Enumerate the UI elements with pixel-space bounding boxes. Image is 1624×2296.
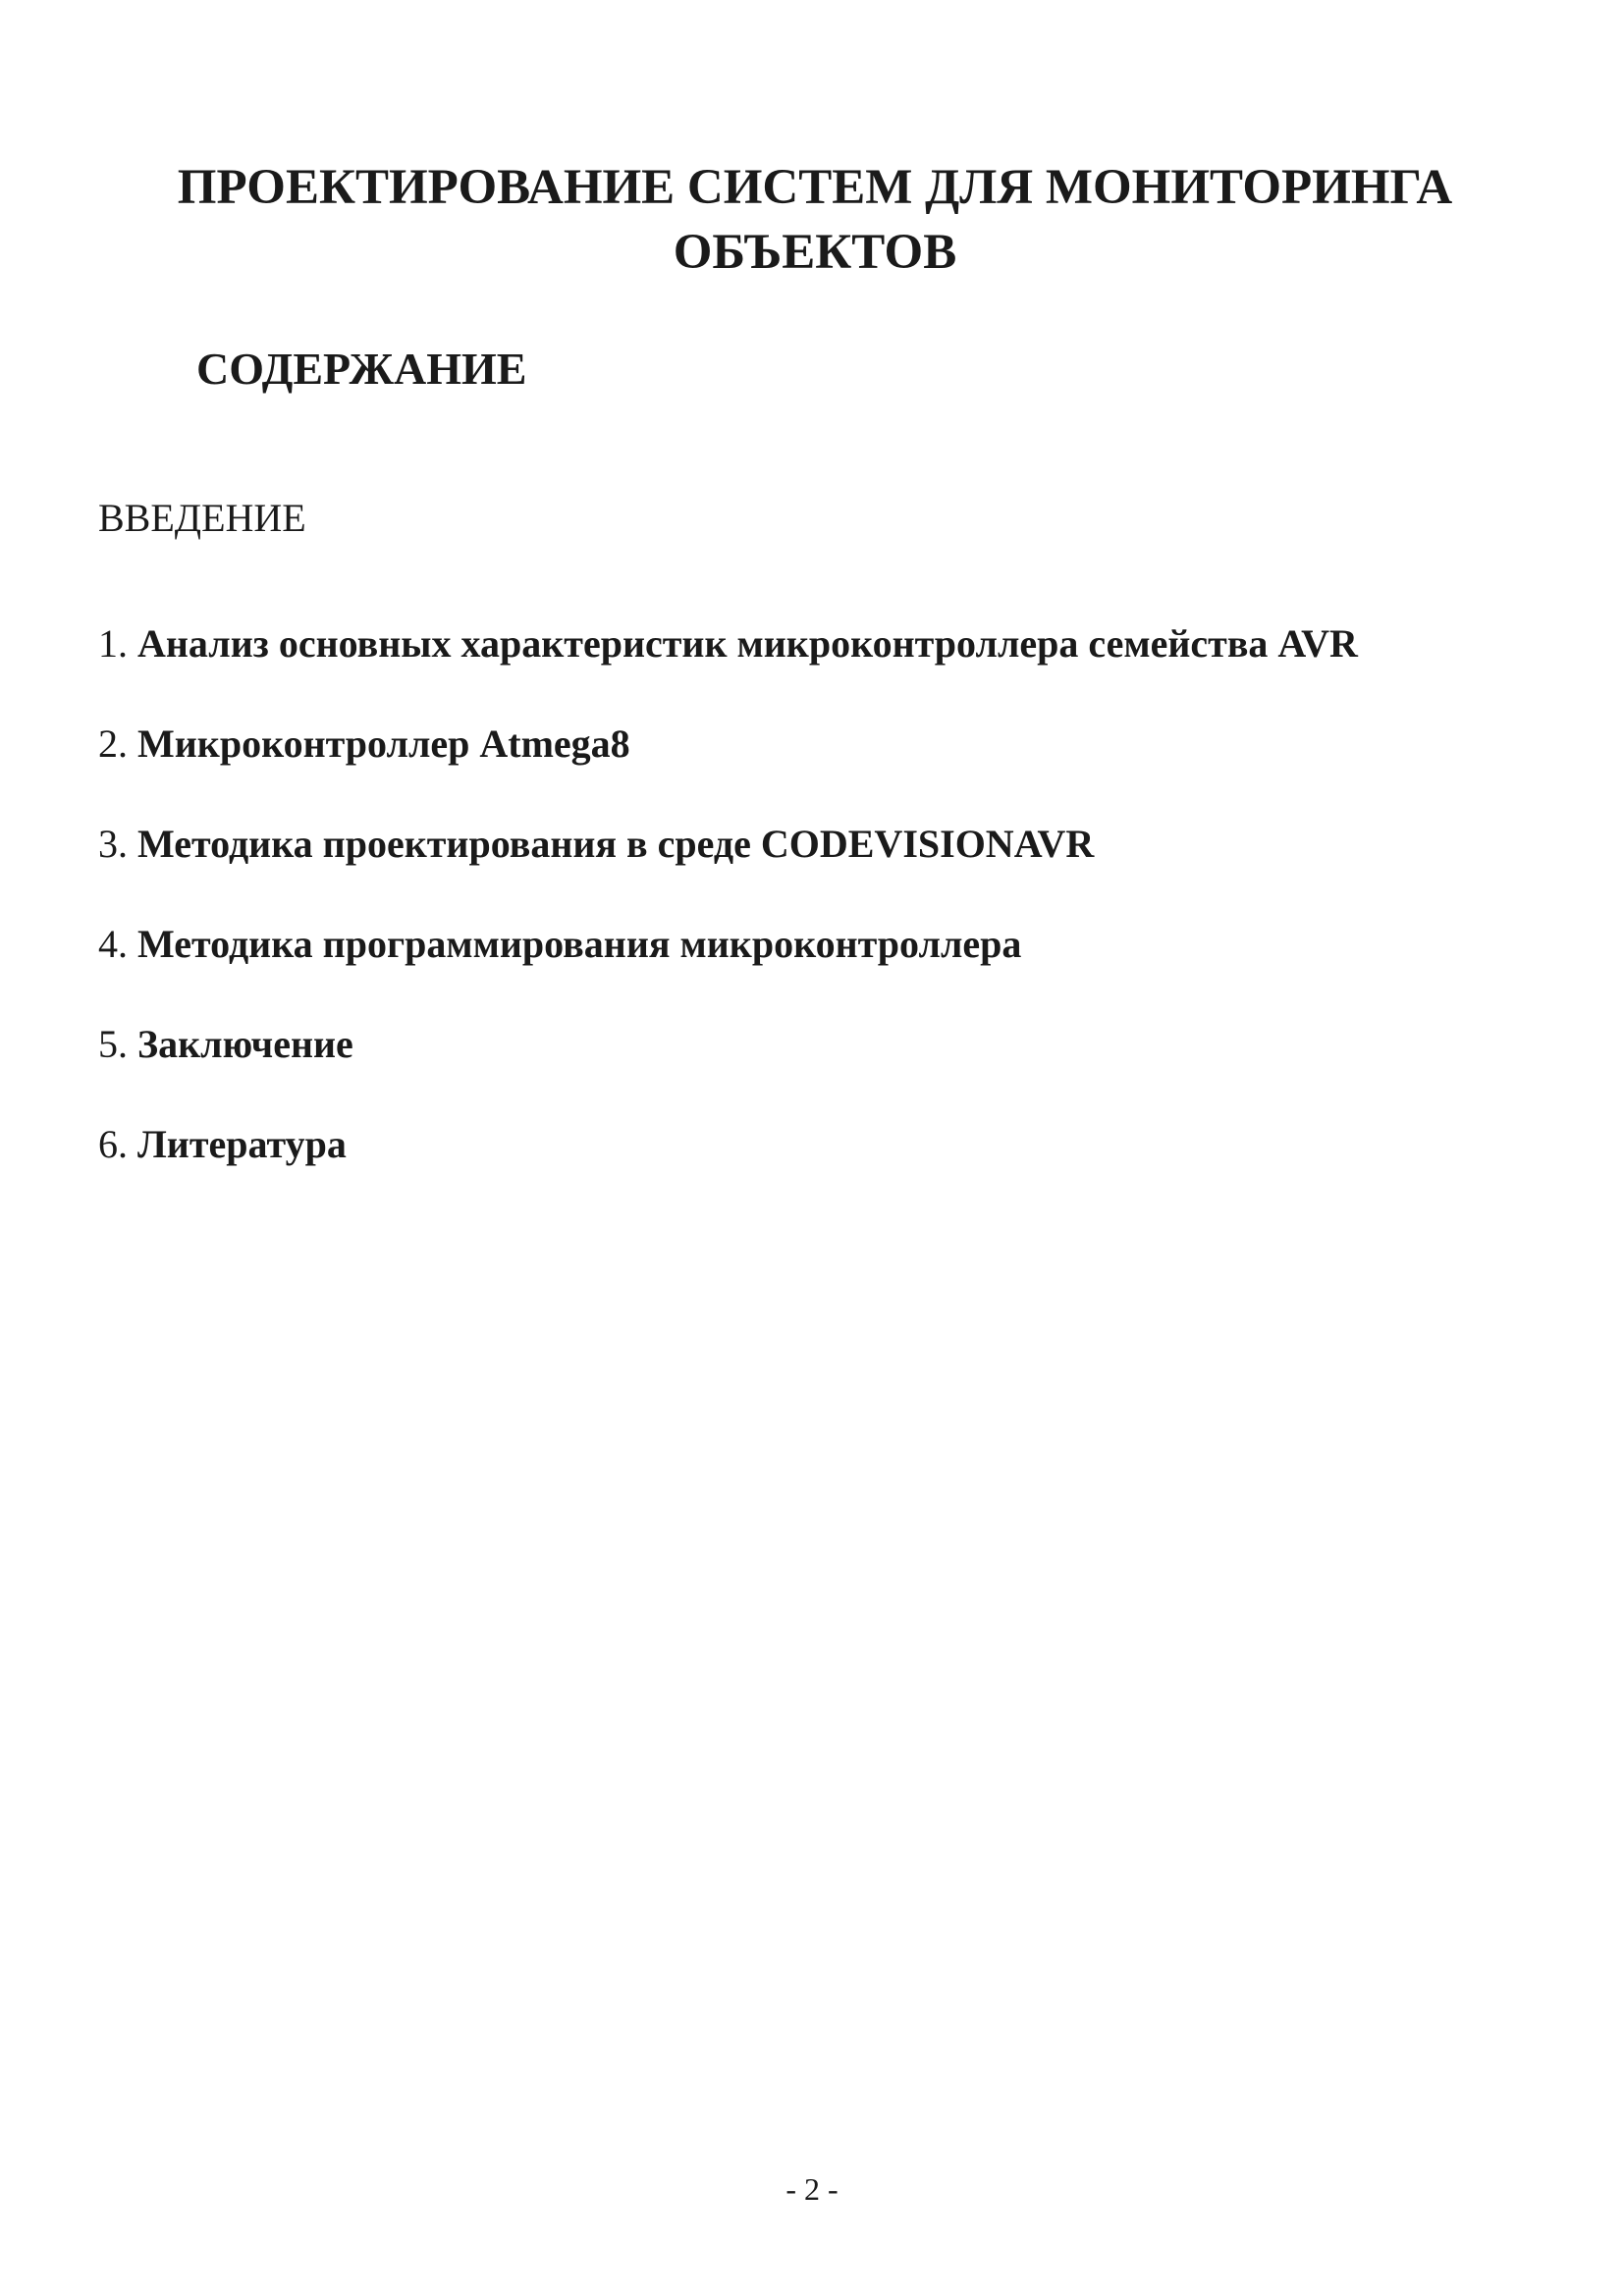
toc-item-text: Анализ основных характеристик микроконтроллера семейства AVR <box>137 621 1358 666</box>
toc-item-text: Заключение <box>137 1022 353 1066</box>
toc-item-text: Методика программирования микроконтроллера <box>137 922 1022 966</box>
toc-item <box>98 1019 1358 1119</box>
toc-item-text: Микроконтроллер Atmega8 <box>137 721 630 766</box>
toc-list <box>98 618 1358 1219</box>
document-title: ПРОЕКТИРОВАНИЕ СИСТЕМ ДЛЯ МОНИТОРИНГА ОБЪЕКТОВ <box>177 160 1453 280</box>
toc-item-number: 3. <box>98 822 128 866</box>
toc-item <box>98 819 1358 919</box>
toc-item-number: 1. <box>98 621 128 666</box>
toc-item <box>98 719 1358 819</box>
toc-item <box>98 1119 1358 1219</box>
toc-item-text: Методика проектирования в среде CODEVISIONAVR <box>137 822 1095 866</box>
toc-item-number: 6. <box>98 1122 128 1166</box>
toc-item-number: 5. <box>98 1022 128 1066</box>
toc-item-number: 2. <box>98 721 128 766</box>
page-number: - 2 - <box>785 2171 839 2207</box>
toc-item <box>98 618 1358 719</box>
toc-heading: СОДЕРЖАНИЕ <box>196 344 527 394</box>
toc-item <box>98 919 1358 1019</box>
toc-item-text: Литература <box>137 1122 347 1166</box>
toc-item-number: 4. <box>98 922 128 966</box>
toc-intro: ВВЕДЕНИЕ <box>98 496 306 540</box>
